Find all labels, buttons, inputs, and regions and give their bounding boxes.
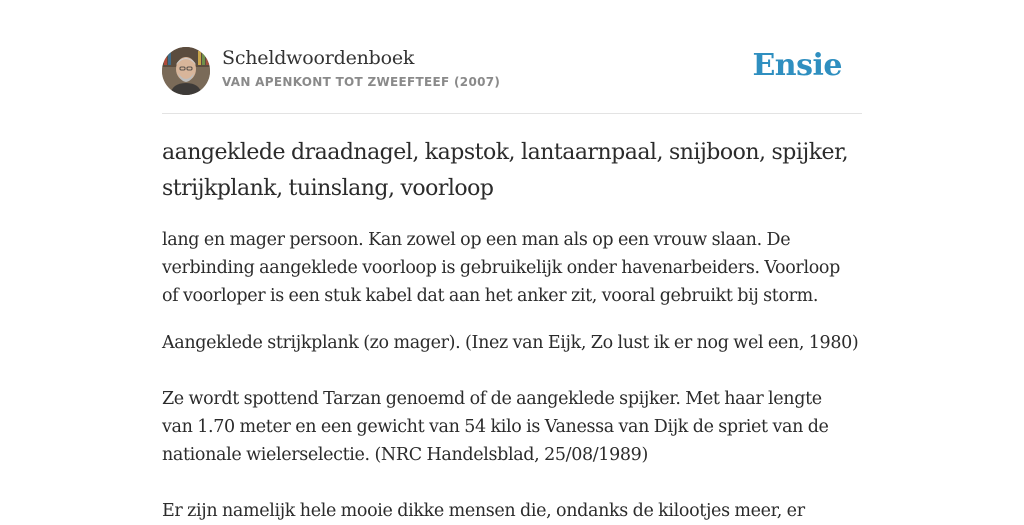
- brand-logo[interactable]: Ensie: [752, 48, 842, 83]
- entry-content: [162, 226, 862, 525]
- author-name[interactable]: Scheldwoordenboek: [222, 47, 415, 69]
- definition-line: lang en mager persoon. Kan zowel op een man als op een vrouw slaan. De: [162, 230, 791, 250]
- example-line: Er zijn namelijk hele mooie dikke mensen die, ondanks de kilootjes meer, er: [162, 501, 805, 521]
- entry-title: [162, 135, 862, 207]
- page-header: [162, 46, 862, 114]
- author-photo: [162, 47, 210, 95]
- definition-line: verbinding aangeklede voorloop is gebruikelijk onder havenarbeiders. Voorloop: [162, 258, 840, 278]
- definition-line: of voorloper is een stuk kabel dat aan het anker zit, vooral gebruikt bij storm.: [162, 286, 819, 306]
- author-avatar[interactable]: [162, 47, 210, 95]
- example-line: Ze wordt spottend Tarzan genoemd of de aangeklede spijker. Met haar lengte: [162, 389, 822, 409]
- entry-title-line: aangeklede draadnagel, kapstok, lantaarnpaal, snijboon, spijker,: [162, 140, 849, 165]
- author-subtitle: VAN APENKONT TOT ZWEEFTEEF (2007): [222, 75, 501, 89]
- example-line: nationale wielerselectie. (NRC Handelsblad, 25/08/1989): [162, 445, 648, 465]
- example-line: van 1.70 meter en een gewicht van 54 kilo is Vanessa van Dijk de spriet van de: [162, 417, 829, 437]
- header-divider: [162, 113, 862, 114]
- example-quote: Aangeklede strijkplank (zo mager). (Inez van Eijk, Zo lust ik er nog wel een, 1980): [162, 333, 859, 353]
- entry-title-line: strijkplank, tuinslang, voorloop: [162, 176, 494, 201]
